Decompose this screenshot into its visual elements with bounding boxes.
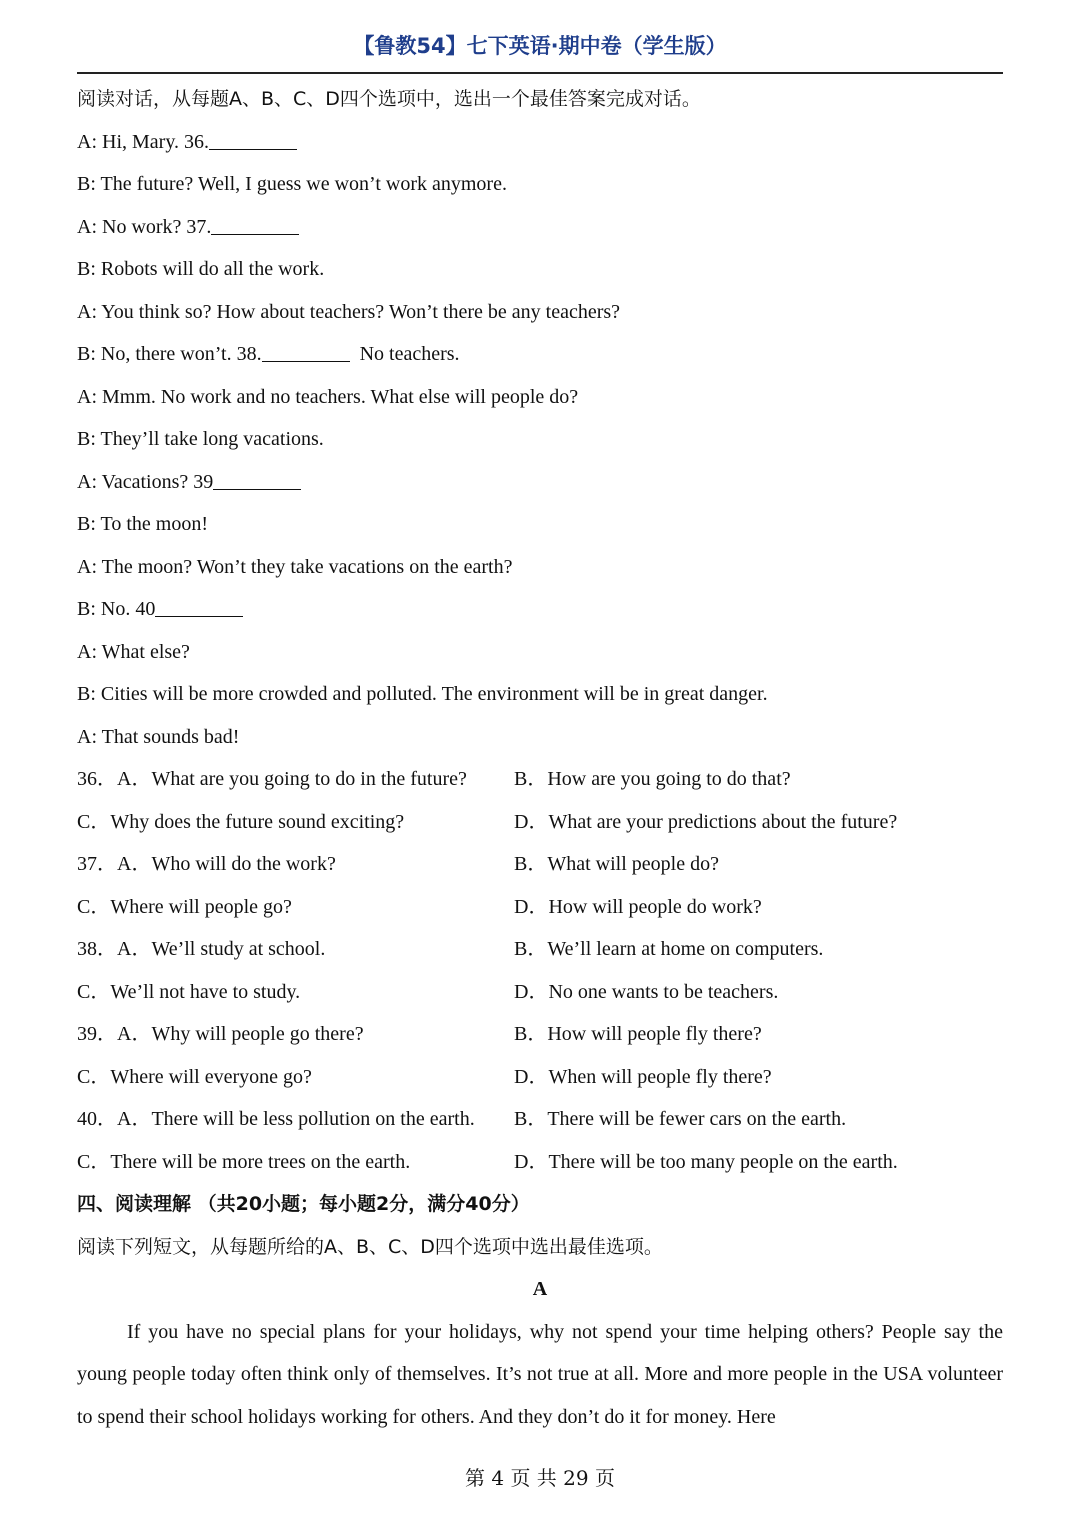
- dialogue-line: [77, 631, 1003, 674]
- dialogue-line: [77, 248, 1003, 291]
- answer-blank: [155, 596, 243, 617]
- option-row: [77, 971, 1003, 1014]
- option-right: D．There will be too many people on the earth.: [514, 1150, 898, 1173]
- dialogue-text: B: Cities will be more crowded and polluted. The environment will be in great danger.: [77, 683, 768, 705]
- option-right: D．When will people fly there?: [514, 1065, 772, 1088]
- dialogue-text: B: To the moon!: [77, 513, 209, 535]
- option-row: [77, 1098, 1003, 1141]
- option-right: B．We’ll learn at home on computers.: [514, 938, 824, 960]
- dialogue-text: B: No. 40: [77, 598, 156, 620]
- dialogue-text: A: What else?: [77, 640, 190, 663]
- header-divider: [77, 72, 1003, 74]
- passage-text: [77, 1311, 1003, 1439]
- dialogue-text: B: The future? Well, I guess we won’t work anymore.: [77, 173, 507, 195]
- option-left: C．There will be more trees on the earth.: [77, 1150, 411, 1173]
- option-right: D．No one wants to be teachers.: [514, 980, 779, 1003]
- option-right: B．How are you going to do that?: [514, 768, 791, 790]
- options-section: [77, 758, 1003, 1183]
- dialogue-line: [77, 206, 1003, 249]
- passage-label: A: [532, 1278, 548, 1300]
- answer-blank: [262, 341, 350, 362]
- dialogue-section: [77, 121, 1003, 759]
- answer-blank: [213, 469, 301, 490]
- dialogue-line: [77, 546, 1003, 589]
- dialogue-text-after-blank: No teachers.: [349, 343, 460, 365]
- dialogue-text: A: You think so? How about teachers? Won’t there be any teachers?: [77, 300, 621, 323]
- option-left: C．We’ll not have to study.: [77, 980, 301, 1003]
- option-right: D．What are your predictions about the future?: [514, 810, 898, 833]
- dialogue-text: A: That sounds bad!: [77, 725, 240, 748]
- option-right: B．There will be fewer cars on the earth.: [514, 1108, 847, 1130]
- option-left: 39．A．Why will people go there?: [77, 1023, 364, 1045]
- option-row: [77, 843, 1003, 886]
- answer-blank: [209, 129, 297, 150]
- option-right: B．What will people do?: [514, 853, 719, 875]
- option-row: [77, 801, 1003, 844]
- dialogue-line: [77, 503, 1003, 546]
- section-four-title: 四、阅读理解 （共20小题；每小题2分，满分40分）: [77, 1193, 530, 1215]
- answer-blank: [211, 214, 299, 235]
- option-left: C．Where will people go?: [77, 895, 292, 918]
- option-row: [77, 1056, 1003, 1099]
- dialogue-text: A: Vacations? 39: [77, 470, 214, 493]
- page-header-title: 【鲁教54】七下英语·期中卷（学生版）: [353, 34, 727, 58]
- dialogue-line: [77, 121, 1003, 164]
- option-right: D．How will people do work?: [514, 895, 762, 918]
- page-number-footer: 第 4 页 共 29 页: [465, 1466, 615, 1490]
- dialogue-line: [77, 461, 1003, 504]
- option-row: [77, 886, 1003, 929]
- option-row: [77, 758, 1003, 801]
- dialogue-text: B: They’ll take long vacations.: [77, 428, 324, 450]
- dialogue-line: [77, 716, 1003, 759]
- option-left: 38．A．We’ll study at school.: [77, 938, 326, 960]
- dialogue-text: B: No, there won’t. 38.: [77, 343, 262, 365]
- dialogue-line: [77, 163, 1003, 206]
- option-left: 40．A．There will be less pollution on the earth.: [77, 1108, 475, 1130]
- option-left: C．Why does the future sound exciting?: [77, 810, 405, 833]
- option-right: B．How will people fly there?: [514, 1023, 762, 1045]
- dialogue-line: [77, 376, 1003, 419]
- option-left: C．Where will everyone go?: [77, 1065, 312, 1088]
- dialogue-text: A: Hi, Mary. 36.: [77, 130, 210, 153]
- dialogue-line: [77, 291, 1003, 334]
- option-left: 36．A．What are you going to do in the future?: [77, 768, 467, 790]
- dialogue-line: [77, 588, 1003, 631]
- dialogue-text: A: No work? 37.: [77, 215, 212, 238]
- dialogue-line: [77, 333, 1003, 376]
- option-row: [77, 1013, 1003, 1056]
- dialogue-text: A: The moon? Won’t they take vacations on the earth?: [77, 555, 513, 578]
- option-row: [77, 1141, 1003, 1184]
- reading-instructions: 阅读下列短文，从每题所给的A、B、C、D四个选项中选出最佳选项。: [77, 1235, 663, 1258]
- option-left: 37．A．Who will do the work?: [77, 853, 336, 875]
- dialogue-text: A: Mmm. No work and no teachers. What else will people do?: [77, 385, 579, 408]
- passage-body: If you have no special plans for your holidays, why not spend your time helping others? People say the young people today often think only of themselves. It’s not true at all. More and more people in the USA volunteer to spend their school holidays working for others. And they don’t do it for money. Here: [77, 1320, 1003, 1428]
- dialogue-line: [77, 418, 1003, 461]
- dialogue-instructions: 阅读对话，从每题A、B、C、D四个选项中，选出一个最佳答案完成对话。: [77, 88, 701, 110]
- page-content: [77, 78, 1003, 1438]
- dialogue-text: B: Robots will do all the work.: [77, 258, 325, 280]
- option-row: [77, 928, 1003, 971]
- dialogue-line: [77, 673, 1003, 716]
